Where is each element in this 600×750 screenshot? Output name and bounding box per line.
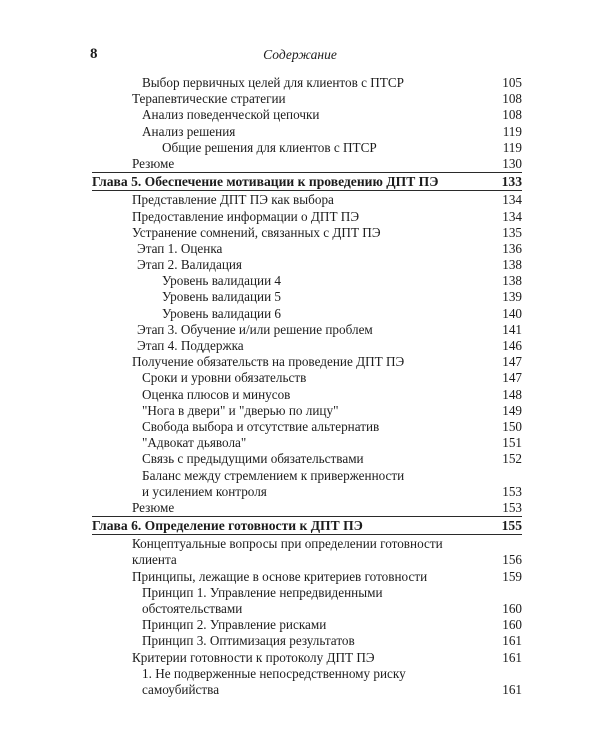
toc-entry [0,403,600,419]
toc-entry-title: Получение обязательств на проведение ДПТ ПЭ [132,354,405,370]
toc-entry-title: Резюме [132,155,175,171]
toc-entry [0,585,600,617]
toc-entry [0,536,600,568]
toc-chapter-title: Глава 6. Определение готовности к ДПТ ПЭ [92,518,363,534]
toc-entry-page: 108 [502,107,522,123]
toc-entry-title: Уровень валидации 4 [162,273,282,289]
toc-entry-title: Устранение сомнений, связанных с ДПТ ПЭ [132,224,381,240]
toc-entry [0,633,600,649]
toc-entry [0,387,600,403]
page-number: 8 [90,46,98,62]
toc-entry-title: Связь с предыдущими обязательствами [142,451,364,467]
toc-entry-title-line2: обстоятельствами [142,601,243,617]
toc-entry [0,225,600,241]
toc-entry [0,569,600,585]
chapter-top-rule [92,172,522,173]
toc-entry-page: 130 [502,155,522,171]
toc-entry-title: Предоставление информации о ДПТ ПЭ [132,208,360,224]
toc-entry-title-line2: самоубийства [142,681,220,697]
toc-entry [0,338,600,354]
toc-entry-page: 159 [502,568,522,584]
toc-entry [0,75,600,91]
toc-entry-page: 119 [502,139,522,155]
toc-chapter-title: Глава 5. Обеспечение мотивации к проведению ДПТ ПЭ [92,174,439,190]
running-title: Содержание [263,47,337,62]
toc-entry-page: 146 [502,338,522,353]
toc-entry-title: Резюме [132,499,175,515]
toc-entry-page: 148 [502,386,522,402]
toc-entry-page: 149 [502,402,522,418]
toc-entry-page: 160 [502,601,522,617]
toc-entry-page: 105 [502,75,522,90]
toc-entry [0,370,600,386]
toc-entry [0,91,600,107]
toc-entry-title: Принцип 3. Оптимизация результатов [142,633,355,649]
toc-entry-page: 147 [502,370,522,386]
toc-entry [0,273,600,289]
toc-entry-title-line2: клиента [132,552,177,568]
toc-entry-page: 161 [502,649,522,665]
toc-entry-page: 136 [502,240,522,256]
toc-chapter-entry [0,174,600,190]
toc-entry-title: Этап 2. Валидация [137,257,242,273]
toc-entry-title: Сроки и уровни обязательств [142,370,307,386]
toc-entry-page: 151 [502,435,522,451]
toc-entry-title-line2: и усилением контроля [142,483,267,499]
toc-entry [0,666,600,698]
toc-chapter-entry [0,518,600,534]
toc-entry-title: "Адвокат дьявола" [142,435,247,451]
toc-entry-title: Уровень валидации 6 [162,305,282,321]
toc-entry [0,468,600,500]
toc-entry-page: 135 [502,224,522,240]
toc-entry-page: 133 [501,174,522,190]
toc-entry-page: 108 [502,91,522,107]
toc-entry [0,419,600,435]
toc-entry [0,435,600,451]
toc-entry [0,107,600,123]
chapter-top-rule [92,516,522,517]
toc-entry-title: Общие решения для клиентов с ПТСР [162,139,377,155]
toc-entry [0,500,600,516]
toc-entry-title: Выбор первичных целей для клиентов с ПТСР [142,75,404,90]
page-header [0,46,600,64]
toc-entry-page: 138 [502,273,522,289]
toc-entry-title: Этап 3. Обучение и/или решение проблем [137,321,373,337]
toc-entry-title-line1: Принцип 1. Управление непредвиденными [142,584,383,600]
toc-entry-page: 150 [502,418,522,434]
toc-entry-title-line1: 1. Не подверженные непосредственному риску [142,665,406,681]
toc-entry-page: 141 [502,321,522,337]
toc-entry-page: 134 [502,208,522,224]
toc-entry-title: Свобода выбора и отсутствие альтернатив [142,418,380,434]
toc-entry-page: 147 [502,354,522,370]
toc-entry-title: Этап 1. Оценка [137,240,223,256]
toc-entry-title: Представление ДПТ ПЭ как выбора [132,192,334,208]
toc-entry [0,322,600,338]
table-of-contents [0,75,600,698]
toc-entry-title: Анализ решения [142,123,236,139]
toc-entry-page: 152 [502,451,522,467]
toc-entry [0,451,600,467]
toc-entry-title: Принцип 2. Управление рисками [142,617,327,633]
toc-entry-page: 119 [502,123,522,139]
toc-entry-title-line1: Баланс между стремлением к приверженности [142,467,405,483]
toc-entry-title: Этап 4. Поддержка [137,338,244,353]
toc-entry [0,192,600,208]
toc-entry [0,289,600,305]
toc-entry-page: 155 [501,518,522,534]
toc-entry-title: "Нога в двери" и "дверью по лицу" [142,402,339,418]
toc-entry-page: 161 [502,633,522,649]
toc-entry-page: 153 [502,499,522,515]
toc-entry [0,306,600,322]
chapter-bottom-rule [92,190,522,191]
toc-entry [0,257,600,273]
toc-entry [0,124,600,140]
toc-entry [0,650,600,666]
toc-entry-title: Уровень валидации 5 [162,289,282,305]
chapter-bottom-rule [92,534,522,535]
toc-entry-title: Терапевтические стратегии [132,91,286,107]
toc-entry-page: 139 [502,289,522,305]
toc-entry-title: Критерии готовности к протоколу ДПТ ПЭ [132,649,375,665]
toc-entry-page: 138 [502,257,522,273]
toc-entry [0,354,600,370]
toc-entry [0,140,600,156]
toc-entry [0,156,600,172]
toc-entry-page: 153 [502,483,522,499]
toc-entry-title: Оценка плюсов и минусов [142,386,291,402]
toc-entry [0,241,600,257]
toc-entry-page: 140 [502,305,522,321]
toc-entry [0,617,600,633]
toc-entry-title: Принципы, лежащие в основе критериев готовности [132,568,428,584]
toc-entry-page: 161 [502,681,522,697]
toc-entry [0,209,600,225]
toc-entry-page: 134 [502,192,522,208]
toc-entry-title: Анализ поведенческой цепочки [142,107,320,123]
toc-entry-page: 160 [502,617,522,633]
toc-entry-page: 156 [502,552,522,568]
toc-entry-title-line1: Концептуальные вопросы при определении готовности [132,536,443,552]
